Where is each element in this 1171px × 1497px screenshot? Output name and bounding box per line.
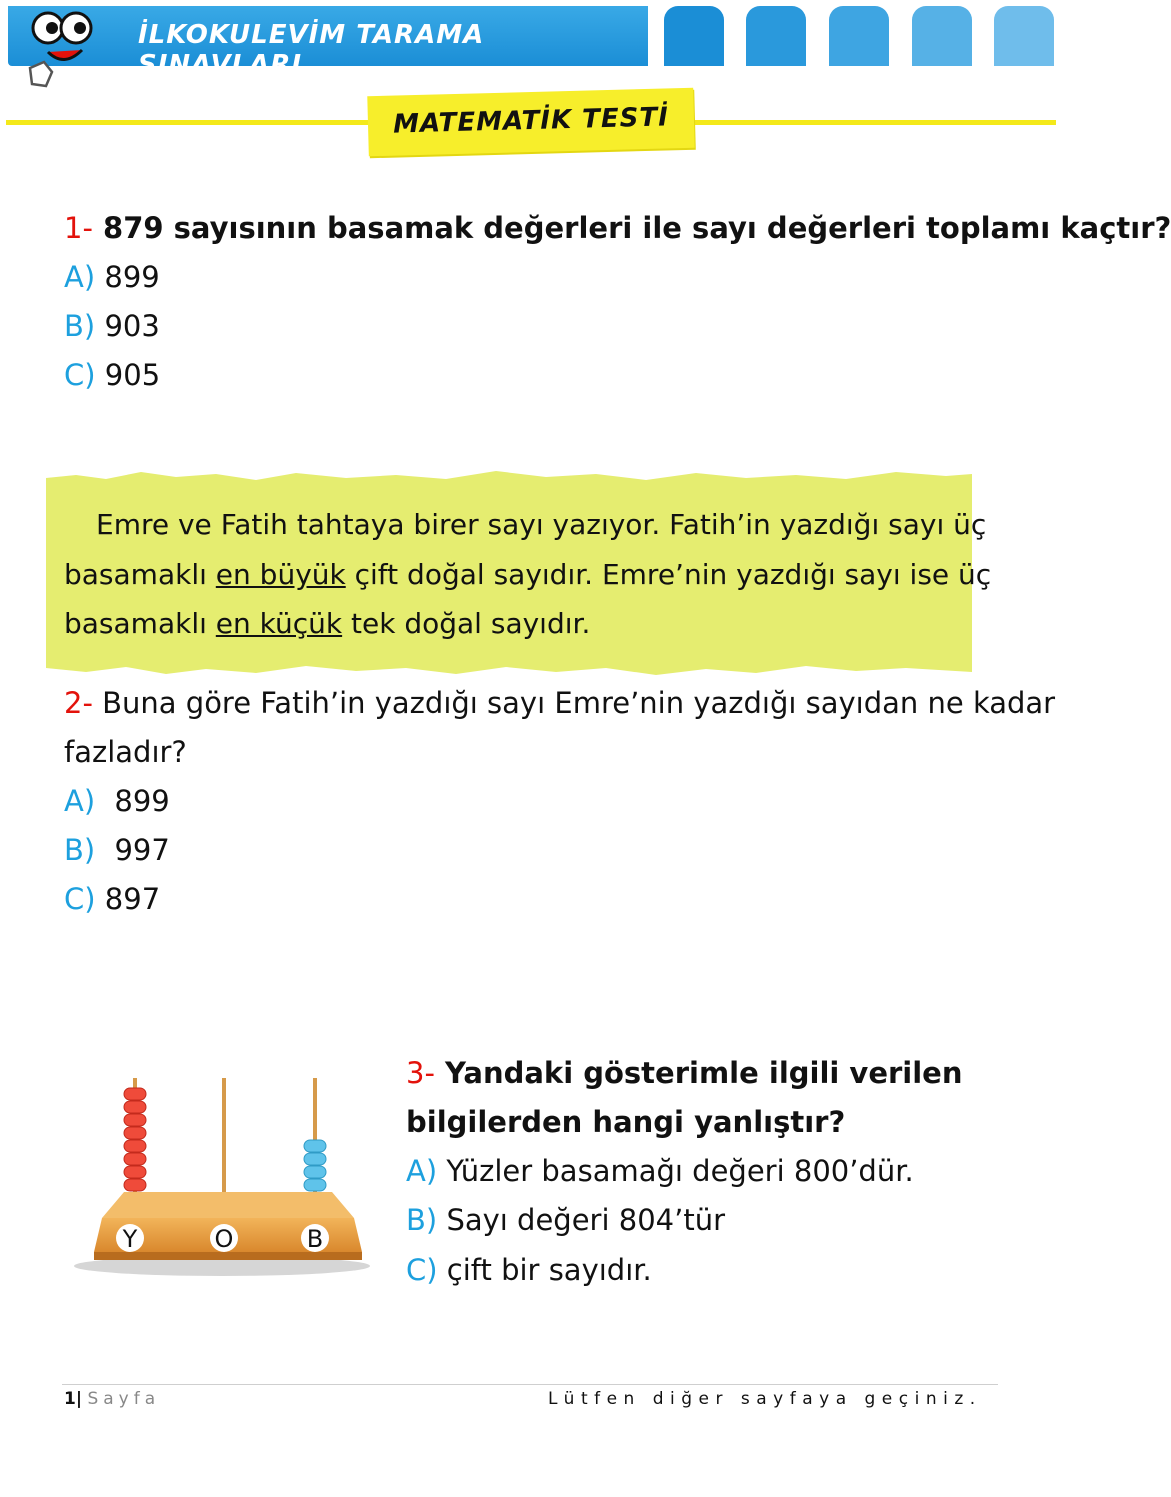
header-tab-4 xyxy=(912,6,972,66)
question-1 xyxy=(64,208,1171,248)
passage-text: basamaklı xyxy=(64,607,216,640)
footer-next-page: Lütfen diğer sayfaya geçiniz. xyxy=(548,1389,982,1409)
abacus-bead xyxy=(124,1114,146,1126)
footer-page-indicator xyxy=(64,1388,160,1410)
abacus-beads-ones xyxy=(304,1140,326,1191)
passage-underline-en-buyuk: en büyük xyxy=(215,558,346,591)
abacus-bead xyxy=(304,1140,326,1152)
question-3-text: bilgilerden hangi yanlıştır? xyxy=(406,1105,846,1139)
question-1-number: 1- xyxy=(64,211,93,245)
option-text: çift bir sayıdır. xyxy=(446,1253,652,1287)
abacus-bead xyxy=(124,1166,146,1178)
question-3-line-2 xyxy=(406,1102,845,1142)
option-text: 905 xyxy=(104,358,161,392)
question-2-line-2 xyxy=(64,732,187,772)
option-letter: B) xyxy=(406,1203,438,1237)
abacus-beads-hundreds xyxy=(124,1088,146,1191)
question-3-option-b[interactable] xyxy=(406,1200,725,1240)
abacus-bead xyxy=(304,1179,326,1191)
abacus-bead xyxy=(304,1153,326,1165)
passage-text: Emre ve Fatih tahtaya birer sayı yazıyor. Fatih’in yazdığı sayı üç xyxy=(96,508,987,541)
abacus-label-o: O xyxy=(214,1225,234,1253)
option-text: 899 xyxy=(114,784,170,818)
header-tab-1 xyxy=(664,6,724,66)
question-3-line-1 xyxy=(406,1053,963,1093)
header-tab-2 xyxy=(746,6,806,66)
passage-line-1 xyxy=(96,505,986,545)
question-2-option-c[interactable] xyxy=(64,879,160,919)
passage-underline-en-kucuk: en küçük xyxy=(215,607,343,640)
passage-text: çift doğal sayıdır. Emre’nin yazdığı sayı ise üç xyxy=(345,558,992,591)
header-tab-3 xyxy=(829,6,889,66)
panel-rough-edge-bottom xyxy=(46,662,972,676)
abacus-label-y: Y xyxy=(122,1225,138,1253)
panel-rough-edge-top xyxy=(46,470,972,484)
passage-text: tek doğal sayıdır. xyxy=(342,607,591,640)
question-2-option-b[interactable] xyxy=(64,830,170,870)
question-1-option-b[interactable] xyxy=(64,306,160,346)
question-3-text: Yandaki gösterimle ilgili verilen xyxy=(445,1056,963,1090)
question-3-number: 3- xyxy=(406,1056,435,1090)
option-letter: C) xyxy=(406,1253,438,1287)
question-2-option-a[interactable] xyxy=(64,781,170,821)
mascot-icon xyxy=(18,6,108,90)
abacus-bead xyxy=(124,1088,146,1100)
abacus-rod-tens xyxy=(222,1078,226,1208)
option-letter: C) xyxy=(64,882,96,916)
page-separator: | xyxy=(75,1389,83,1409)
abacus-bead xyxy=(124,1127,146,1139)
option-text: Yüzler basamağı değeri 800’dür. xyxy=(446,1154,914,1188)
option-text: 903 xyxy=(104,309,160,343)
footer-divider xyxy=(62,1384,998,1385)
abacus-bead xyxy=(124,1153,146,1165)
question-3-option-c[interactable] xyxy=(406,1250,652,1290)
option-letter: A) xyxy=(64,260,96,294)
abacus-bead xyxy=(124,1179,146,1191)
abacus-image xyxy=(72,1070,372,1280)
passage-line-2 xyxy=(64,555,991,595)
option-text: 897 xyxy=(104,882,161,916)
page-label: Sayfa xyxy=(87,1389,161,1409)
question-1-option-a[interactable] xyxy=(64,257,160,297)
test-title: MATEMATİK TESTİ xyxy=(392,102,670,140)
option-letter: C) xyxy=(64,358,96,392)
option-text: Sayı değeri 804’tür xyxy=(446,1203,725,1237)
question-2-line-1 xyxy=(64,683,1055,723)
question-2-number: 2- xyxy=(64,686,93,720)
abacus-bead xyxy=(124,1101,146,1113)
abacus-bead xyxy=(124,1140,146,1152)
question-2-text: Buna göre Fatih’in yazdığı sayı Emre’nin yazdığı sayıdan ne kadar xyxy=(102,686,1056,720)
abacus-label-b: B xyxy=(306,1225,324,1253)
question-1-text: 879 sayısının basamak değerleri ile sayı değerleri toplamı kaçtır? xyxy=(103,211,1171,245)
passage-text: basamaklı xyxy=(64,558,216,591)
header-tab-5 xyxy=(994,6,1054,66)
question-1-option-c[interactable] xyxy=(64,355,160,395)
option-text: 899 xyxy=(104,260,160,294)
abacus-bead xyxy=(304,1166,326,1178)
option-letter: A) xyxy=(64,784,96,818)
banner-title: İLKOKULEVİM TARAMA SINAVLARI xyxy=(138,20,485,80)
question-2-text: fazladır? xyxy=(64,735,187,769)
question-3-option-a[interactable] xyxy=(406,1151,914,1191)
option-text: 997 xyxy=(114,833,170,867)
option-letter: B) xyxy=(64,833,96,867)
option-letter: B) xyxy=(64,309,96,343)
option-letter: A) xyxy=(406,1154,438,1188)
page-number: 1 xyxy=(64,1389,76,1409)
test-title-tag xyxy=(367,88,694,157)
passage-line-3 xyxy=(64,604,590,644)
